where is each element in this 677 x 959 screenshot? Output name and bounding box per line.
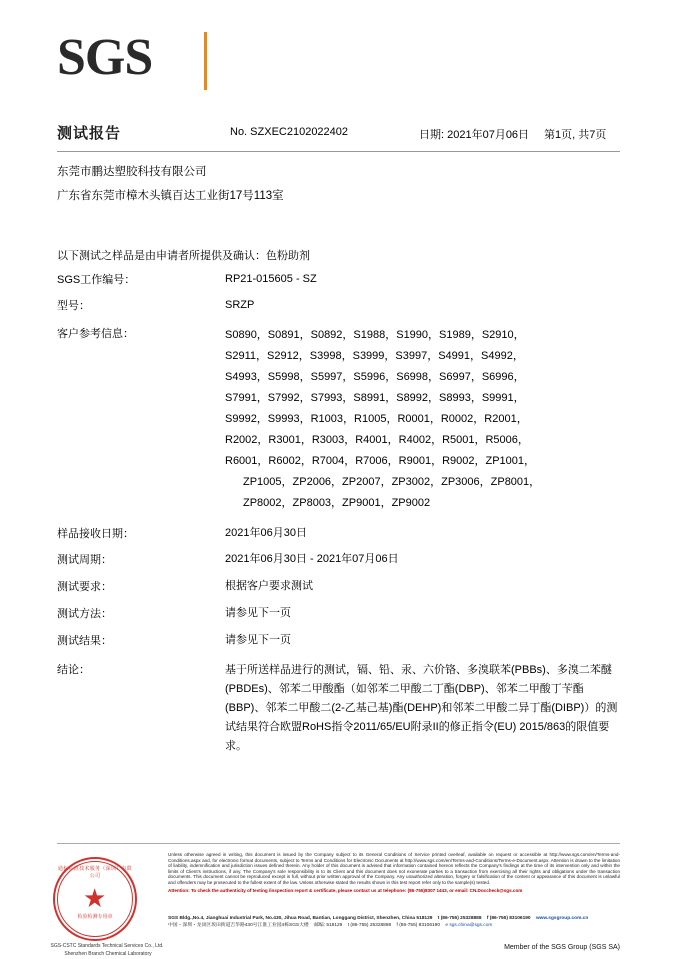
client-ref-line: ZP1005，ZP2006，ZP2007，ZP3002，ZP3006，ZP8001， [243,476,541,488]
footer-tel-en: t (86-755) 25328888 [437,916,482,921]
field-value-conclusion: 基于所送样品进行的测试，镉、铅、汞、六价铬、多溴联苯(PBBs)、多溴二苯醚(PBDEs)、邻苯二甲酸酯（如邻苯二甲酸二丁酯(DBP)、邻苯二甲酸丁苄酯(BBP)、邻苯二甲酸二(2-乙基己基)酯(DEHP)和邻苯二甲酸二异丁酯(DIBP)）的测试结果符合欧盟RoHS指令2011/65/EU附录II的修正指令(EU) 2015/863的限值要求。 [225,664,618,752]
legal-body: Unless otherwise agreed in writing, this document is issued by the Company subject to its General Conditions of Service printed overleaf, available on request or accessible at http://www.sgs.com/en/Terms-and-Conditions.aspx and, for electronic format documents, subject to Terms and Conditions for Electronic Documents at http://www.sgs.com/en/Terms-and-Conditions/Terms-e-Document.aspx. Attention is drawn to the limitation of liability, indemnification and jurisdiction issues defined therein. Any holder of this document is advised that information contained hereon reflects the Company's findings at the time of its intervention only and within the limits of Client's instructions, if any. The Company's sole responsibility is to its Client and this document does not exonerate parties to a transaction from exercising all their rights and obligations under the transaction documents. This document cannot be reproduced except in full, without prior written approval of the Company. Any unauthorized alteration, forgery or falsification of the content or appearance of this document is unlawful and offenders may be prosecuted to the fullest extent of the law. Unless otherwise stated the results shown in this test report refer only to the sample(s) tested. [168,852,620,885]
stamp-side-text: Shenzhen Branch Chemical Laboratory [64,951,152,957]
client-ref-line: R2002，R3001，R3003，R4001，R4002，R5001，R5006， [225,434,529,446]
client-company: 东莞市鹏达塑胶科技有限公司 [57,166,207,178]
field-label-received-date: 样品接收日期： [57,528,134,540]
field-row-client-ref [57,325,620,521]
field-list [57,271,620,765]
stamp-bottom-text: SGS-CSTC Standards Technical Services Co., Ltd. [50,943,164,949]
footer-email-cn: e sgs.china@sgs.com [445,923,493,928]
field-value-job-no: RP21-015605 - SZ [225,273,317,285]
field-value-model: SRZP [225,299,255,311]
report-number: No. SZXEC2102022402 [230,126,349,138]
client-ref-line: S9992，S9993，R1003，R1005，R0001，R0002，R2001， [225,413,528,425]
client-ref-line: S0890，S0891，S0892，S1988，S1990，S1989，S2910， [225,329,525,341]
field-row [57,551,620,574]
client-address: 广东省东莞市樟木头镇百达工业街17号113室 [57,190,284,202]
footer-address-cn-text: 中国・深圳・龙岗区坂田街道吉华路430号江淮工业园4栋SGS大楼 [168,923,309,928]
field-row [57,525,620,547]
field-value-test-method: 请参见下一页 [225,607,291,619]
field-value-client-ref [225,325,620,514]
footer-fax-cn: f (86-755) 83106190 [396,923,441,928]
sgs-logo [57,30,207,90]
page-title: 测试报告 [57,125,122,142]
field-row [57,271,620,293]
field-label-test-period: 测试周期： [57,554,112,566]
stamp-mid-text: 检验检测专用章 [77,914,113,920]
field-row [57,578,620,601]
star-icon: ★ [83,883,107,913]
footer-address-en-text: SGS Bldg.,No.4, Jianghuai Industrial Park, No.430, Jihua Road, Bantian, Longgang District, Shenzhen, China 518129 [168,916,433,921]
client-ref-line: S7991，S7992，S7993，S8991，S8992，S8993，S9991， [225,392,525,404]
field-label-test-method: 测试方法： [57,608,112,620]
field-label-test-requirement: 测试要求： [57,581,112,593]
page-counter: 第1页, 共7页 [544,129,607,141]
footer-address-en [168,915,620,922]
legal-attention: Attention: To check the authenticity of testing /inspection report & certificate, please contact us at telephone: (86-755)8307 1443, or email: CN.Doccheck@sgs.com [168,887,523,893]
field-row [57,632,620,657]
field-label-conclusion: 结论： [57,664,90,676]
field-label-job-no: SGS工作编号： [57,274,136,286]
footer-member-line: Member of the SGS Group (SGS SA) [504,944,620,951]
field-value-test-requirement: 根据客户要求测试 [225,580,313,592]
sgs-logo-text: SGS [57,29,153,86]
field-row [57,297,620,321]
footer-web-en: www.sgsgroup.com.cn [535,916,589,921]
field-value-received-date: 2021年06月30日 [225,527,307,539]
field-label-test-result: 测试结果： [57,635,112,647]
footer-tel-cn: t (86-755) 25328888 [347,923,392,928]
field-label-model: 型号： [57,300,90,312]
client-ref-line: S4993，S5998，S5997，S5996，S6998，S6997，S6996， [225,371,525,383]
stamp-top-text: 通标标准技术服务（深圳）有限公司 [57,866,133,879]
sgs-logo-bar [204,32,207,90]
client-ref-line: ZP8002，ZP8003，ZP9001，ZP9002 [243,497,431,509]
footer-divider [57,843,620,844]
footer-fax-en: f (86-755) 83106190 [486,916,531,921]
field-value-test-result: 请参见下一页 [225,634,291,646]
footer-zip-cn: 邮编: 518129 [314,923,343,928]
field-row [57,605,620,628]
sample-declaration: 以下测试之样品是由申请者所提供及确认：色粉助剂 [57,250,310,262]
report-date: 日期: 2021年07月06日 [419,129,530,141]
header-divider [57,151,620,152]
header-row [57,122,620,146]
field-label-client-ref: 客户参考信息： [57,328,134,340]
footer-address-cn [168,922,620,929]
field-value-test-period: 2021年06月30日 - 2021年07月06日 [225,553,399,565]
client-ref-line: S2911，S2912，S3998，S3999，S3997，S4991，S4992， [225,350,524,362]
client-ref-line: R6001，R6002，R7004，R7006，R9001，R9002，ZP1001， [225,455,536,467]
official-stamp [48,855,164,957]
field-row-conclusion [57,661,620,761]
legal-disclaimer [168,852,620,893]
footer-address-block [168,915,620,929]
